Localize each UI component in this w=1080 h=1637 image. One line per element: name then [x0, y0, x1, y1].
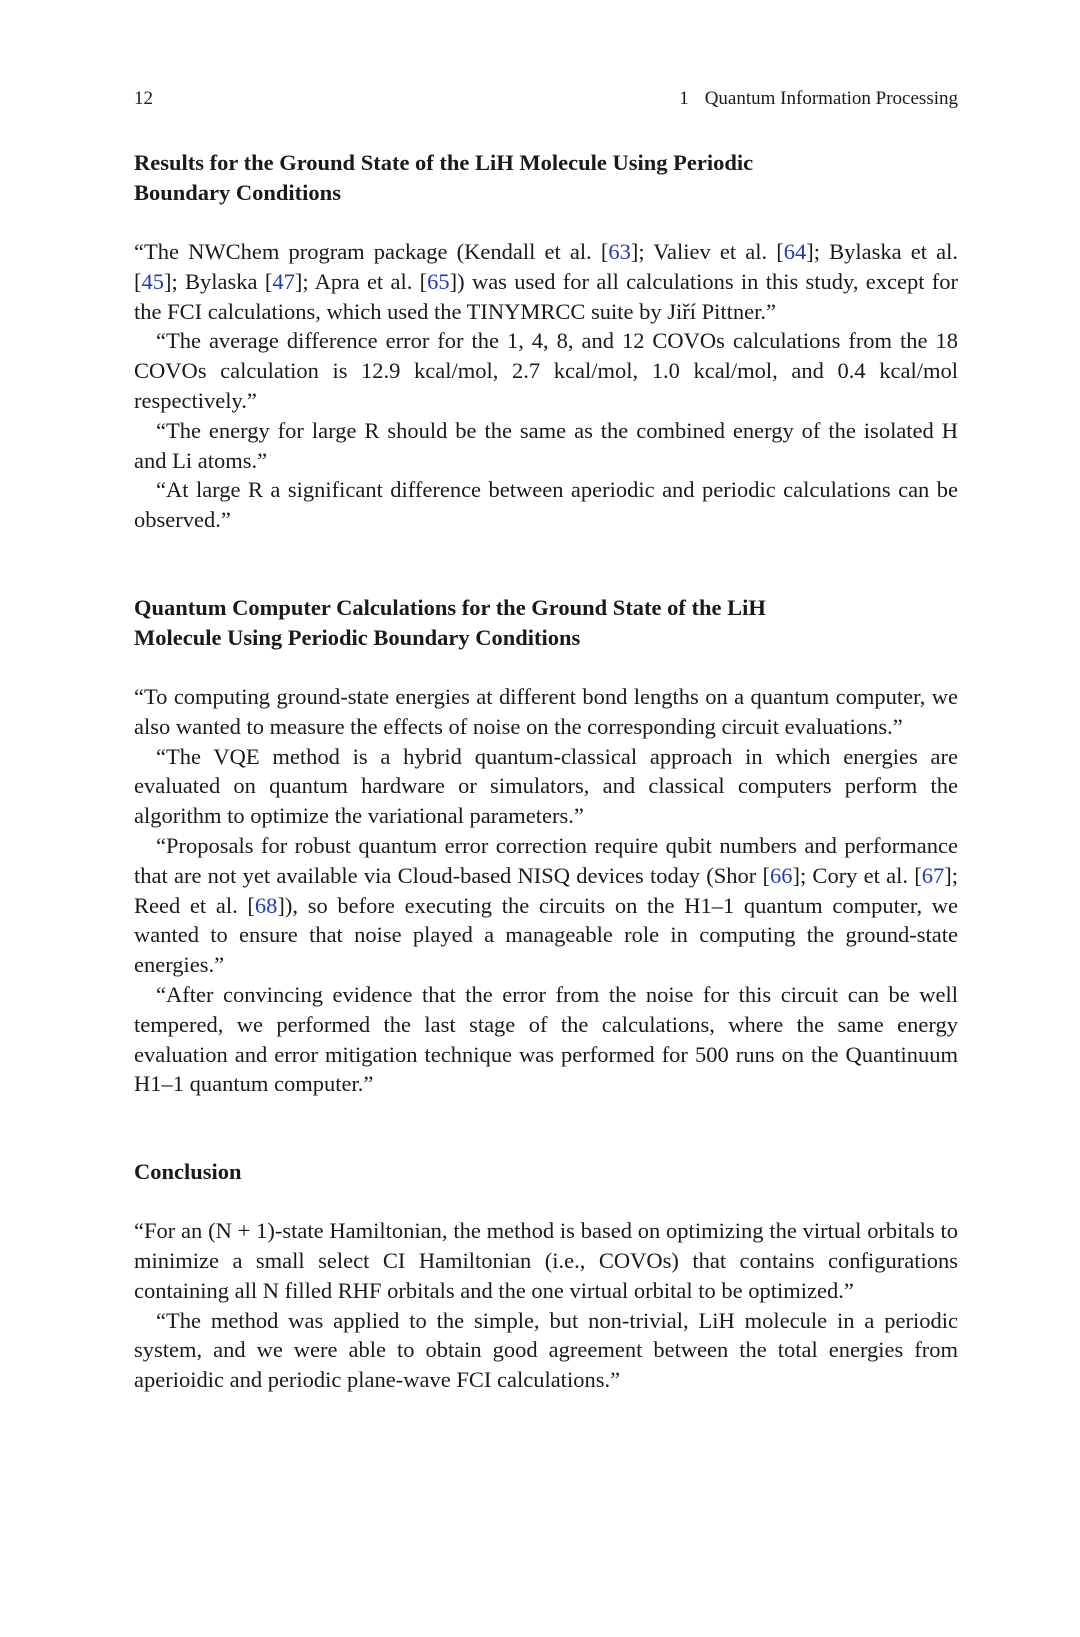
- paragraph-text: “The method was applied to the simple, but non-trivial, LiH molecule in a periodic system, and we were able to obtain good agreement between the total energies from aperioidic and periodic plane-wave FCI calculations.”: [134, 1307, 958, 1393]
- paragraph-text: “The NWChem program package (Kendall et al. [: [134, 239, 609, 264]
- paragraph-text: ]; Bylaska [: [164, 268, 273, 294]
- paragraph: [134, 742, 958, 831]
- citation-link[interactable]: 66: [769, 862, 793, 888]
- paragraph: [134, 475, 958, 535]
- citation-link[interactable]: 63: [608, 239, 631, 264]
- paragraph-text: ]; Reed et al. [: [134, 862, 958, 918]
- section-heading: Conclusion: [134, 1159, 242, 1185]
- section-paragraphs: [134, 1216, 958, 1395]
- chapter-number: 1: [679, 88, 689, 109]
- section-heading: Results for the Ground State of the LiH Molecule Using Periodic Boundary Conditions: [134, 150, 754, 205]
- section-paragraphs: [134, 237, 958, 535]
- paragraph: [134, 980, 958, 1099]
- paragraph: [134, 237, 958, 326]
- citation-link[interactable]: 64: [783, 239, 807, 264]
- paragraph: [134, 831, 958, 980]
- paragraph-text: ]), so before executing the circuits on the H1–1 quantum computer, we wanted to ensure that noise played a manageable role in computing the ground-state energies.”: [134, 892, 958, 978]
- page-number: 12: [134, 88, 153, 109]
- citation-link[interactable]: 68: [254, 892, 278, 918]
- section-conclusion: [134, 1157, 958, 1395]
- paragraph-text: ]; Apra et al. [: [294, 268, 428, 294]
- paragraph: [134, 682, 958, 742]
- citation-link[interactable]: 65: [427, 268, 450, 294]
- page-body: [134, 148, 958, 1395]
- citation-link[interactable]: 47: [272, 268, 295, 294]
- paragraph: [134, 1306, 958, 1395]
- section-paragraphs: [134, 682, 958, 1099]
- paragraph-text: “Proposals for robust quantum error correction require qubit numbers and performance that are not yet available via Cloud-based NISQ devices today (Shor [: [134, 832, 958, 888]
- running-head: [134, 86, 958, 112]
- paragraph-text: “The VQE method is a hybrid quantum-classical approach in which energies are evaluated on quantum hardware or simulators, and classical computers perform the algorithm to optimize the variational parameters.”: [134, 743, 958, 829]
- paragraph: [134, 1216, 958, 1305]
- chapter-title: Quantum Information Processing: [704, 88, 958, 109]
- paragraph: [134, 326, 958, 415]
- section-ground-state-results: [134, 148, 958, 535]
- paragraph: [134, 416, 958, 476]
- paragraph-text: ]; Valiev et al. [: [630, 239, 784, 264]
- section-heading: Quantum Computer Calculations for the Ground State of the LiH Molecule Using Periodic Boundary Conditions: [134, 594, 766, 650]
- paragraph-text: ]; Cory et al. [: [792, 862, 922, 888]
- paragraph-text: “At large R a significant difference between aperiodic and periodic calculations can be observed.”: [134, 477, 958, 533]
- paragraph-text: ]; Bylaska et al. [: [134, 239, 958, 294]
- chapter-title-header: [679, 86, 958, 112]
- paragraph-text: “The average difference error for the 1, 4, 8, and 12 COVOs calculations from the 18 COVOs calculation is 12.9 kcal/mol, 2.7 kcal/mol, 1.0 kcal/mol, and 0.4 kcal/mol respectively.”: [134, 328, 958, 413]
- paragraph-text: “For an (N + 1)-state Hamiltonian, the method is based on optimizing the virtual orbitals to minimize a small select CI Hamiltonian (i.e., COVOs) that contains configurations containing all N filled RHF orbitals and the one virtual orbital to be optimized.”: [134, 1218, 958, 1303]
- paragraph-text: “The energy for large R should be the same as the combined energy of the isolated H and Li atoms.”: [134, 417, 958, 473]
- paragraph-text: “To computing ground-state energies at different bond lengths on a quantum computer, we also wanted to measure the effects of noise on the corresponding circuit evaluations.”: [134, 683, 958, 739]
- citation-link[interactable]: 45: [141, 268, 164, 294]
- paragraph-text: “After convincing evidence that the error from the noise for this circuit can be well tempered, we performed the last stage of the calculations, where the same energy evaluation and error mitigation technique was performed for 500 runs on the Quantinuum H1–1 quantum computer.”: [134, 981, 958, 1097]
- paragraph-text: ]) was used for all calculations in this study, except for the FCI calculations, which used the TINYMRCC suite by Jiří Pittner.”: [134, 268, 959, 324]
- section-quantum-computer-calculations: [134, 593, 958, 1099]
- citation-link[interactable]: 67: [921, 862, 945, 888]
